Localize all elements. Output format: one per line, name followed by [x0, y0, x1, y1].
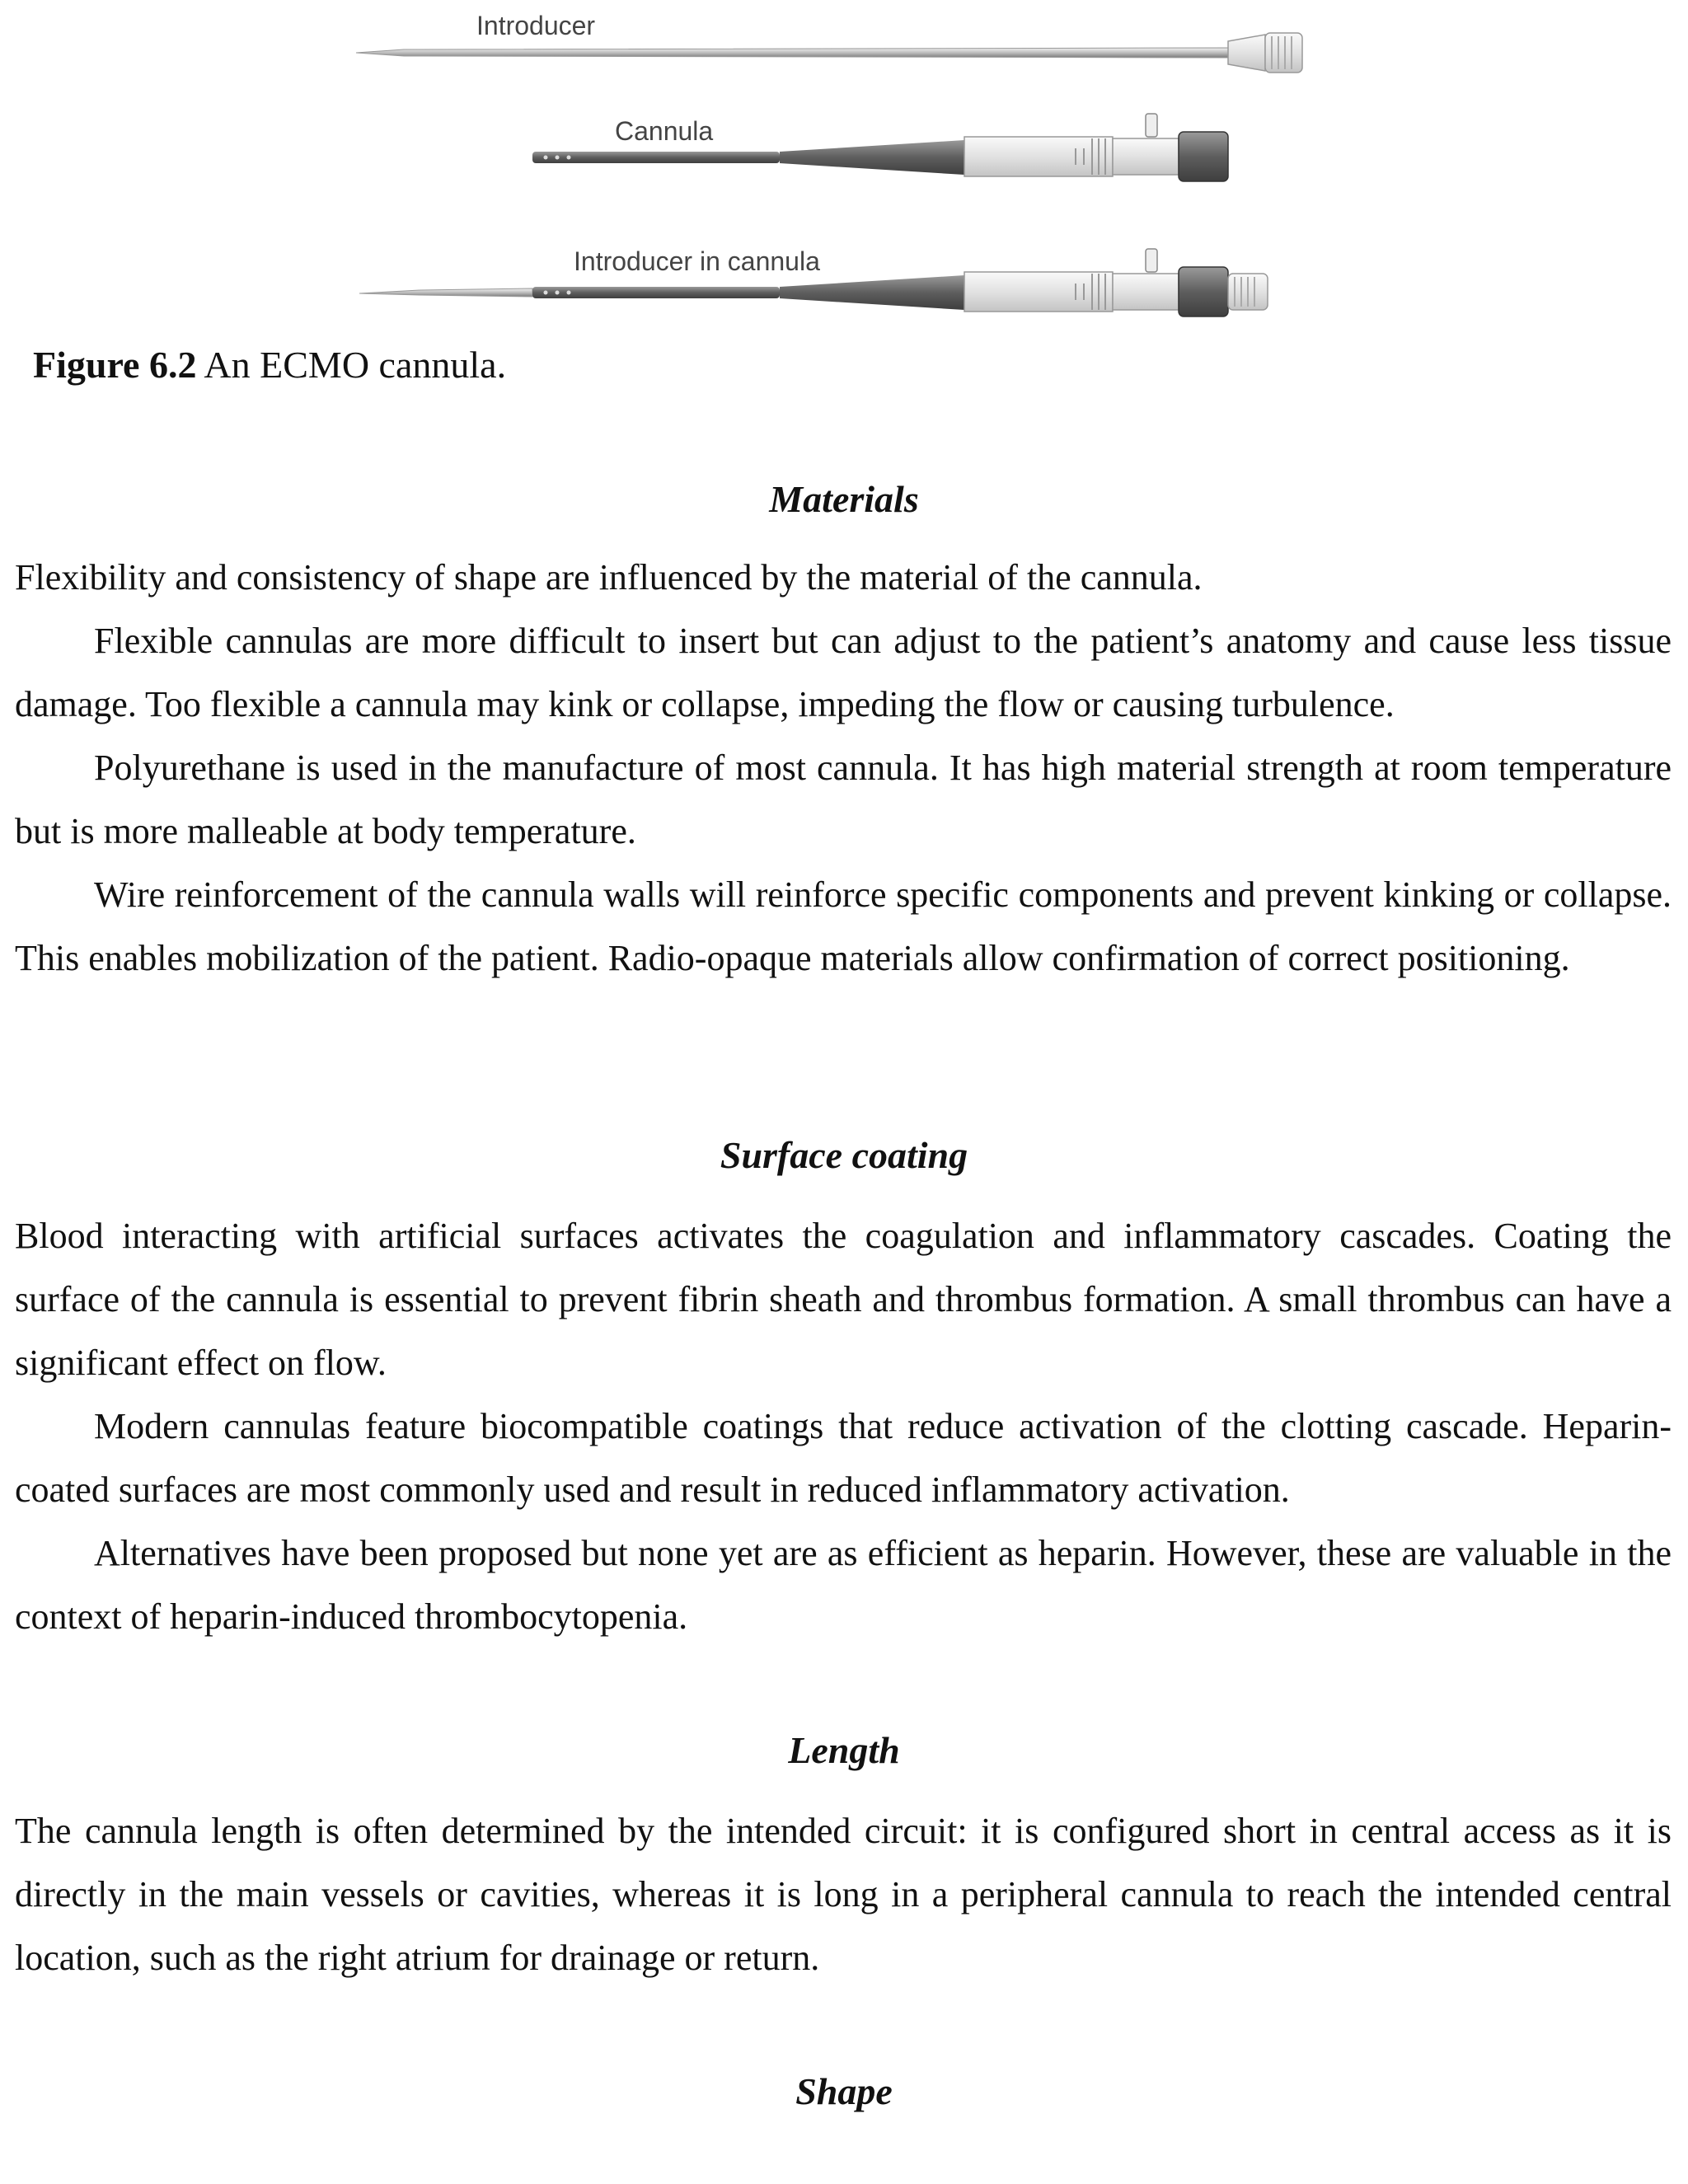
introducer-label: Introducer	[476, 11, 596, 40]
section-heading-materials: Materials	[769, 478, 919, 520]
cannula-label: Cannula	[615, 116, 714, 146]
figure-caption-text: An ECMO cannula.	[196, 344, 507, 386]
introducer-in-cannula-label: Introducer in cannula	[574, 246, 820, 276]
figure-number: Figure 6.2	[33, 344, 197, 386]
ecmo-cannula-figure	[330, 0, 1352, 330]
materials-paragraph-2: Flexible cannulas are more difficult to insert but can adjust to the patient’s anatomy and cause less tissue damage. Too flexible a cannula may kink or collapse, impeding the flow or causing turbulence.	[15, 621, 1672, 724]
section-heading-length: Length	[788, 1729, 900, 1771]
section-heading-surface-coating: Surface coating	[720, 1134, 968, 1176]
materials-paragraph-3: Polyurethane is used in the manufacture of most cannula. It has high material strength at room temperature but is more malleable at body temperature.	[15, 748, 1672, 851]
ecmo-cannula-illustration	[330, 0, 1352, 330]
materials-paragraph-1: Flexibility and consistency of shape are influenced by the material of the cannula.	[15, 557, 1203, 598]
surface-coating-paragraph-1: Blood interacting with artificial surfaces activates the coagulation and inflammatory cascades. Coating the surface of the cannula is essential to prevent fibrin sheath and thrombus formation. A small thrombus can have a significant effect on flow.	[15, 1216, 1672, 1383]
surface-coating-paragraph-3: Alternatives have been proposed but none yet are as efficient as heparin. However, these are valuable in the context of heparin-induced thrombocytopenia.	[15, 1533, 1672, 1637]
length-paragraph-1: The cannula length is often determined by the intended circuit: it is configured short in central access as it is directly in the main vessels or cavities, whereas it is long in a peripheral cannula to reach the intended central location, such as the right atrium for drainage or return.	[15, 1811, 1672, 1978]
surface-coating-paragraph-2: Modern cannulas feature biocompatible coatings that reduce activation of the clotting cascade. Heparin-coated surfaces are most commonly used and result in reduced inflammatory activation.	[15, 1406, 1672, 1510]
section-heading-shape: Shape	[795, 2070, 893, 2112]
materials-paragraph-4: Wire reinforcement of the cannula walls will reinforce specific components and prevent kinking or collapse. This enables mobilization of the patient. Radio-opaque materials allow confirmation of correct positioning.	[15, 874, 1672, 978]
figure-caption	[33, 342, 506, 388]
